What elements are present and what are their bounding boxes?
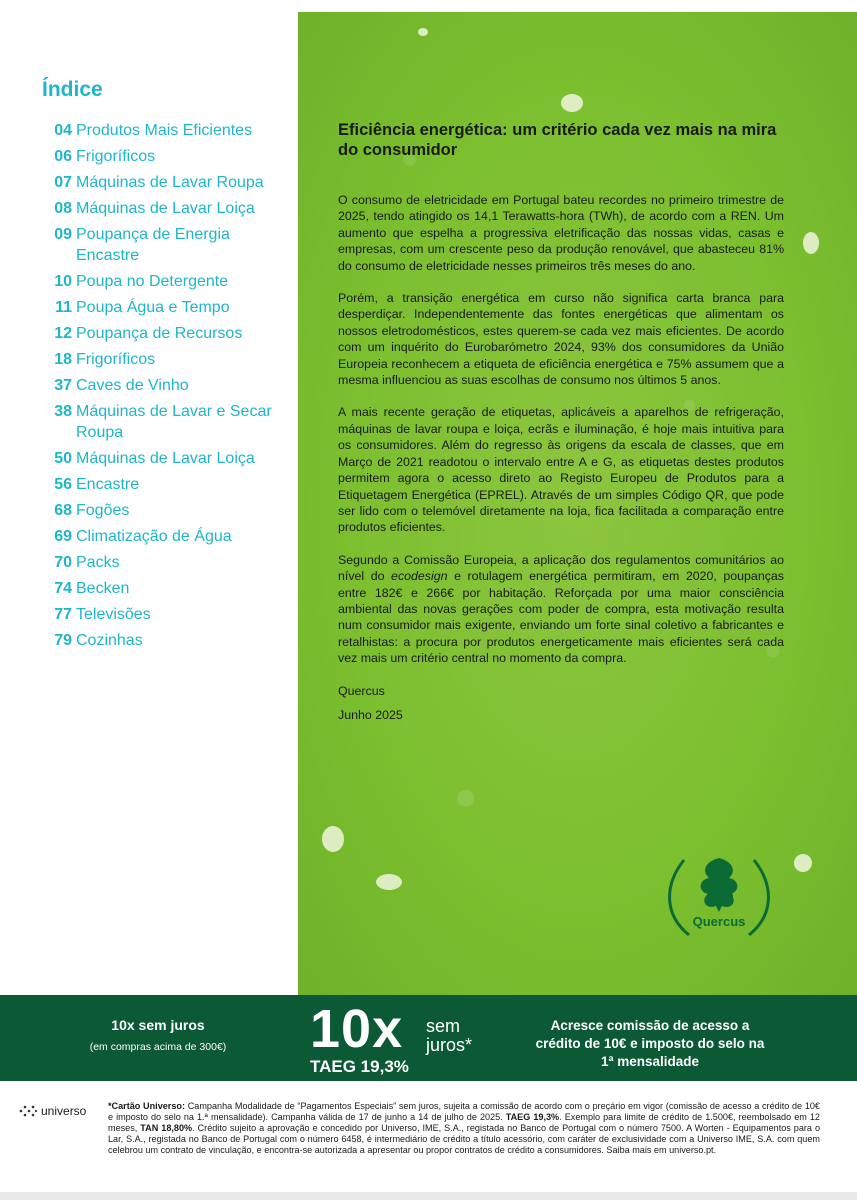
index-page-number: 08	[54, 200, 72, 217]
article-paragraph	[338, 552, 784, 667]
paper-speck	[418, 28, 428, 36]
index-entry-label: Poupança de Energia Encastre	[76, 226, 230, 264]
index-page-number: 12	[54, 325, 72, 342]
article-title: Eficiência energética: um critério cada vez mais na mira do consumidor	[338, 121, 777, 159]
index-entry-label: Máquinas de Lavar Roupa	[76, 174, 264, 191]
fine-text: . Crédito sujeito a aprovação e concedido por Universo, IME, S.A., registada no Banco de Portugal com o número 7500. A Worten - Equipamentos para o Lar, S.A., registada no Banco de Portugal com o número 6458, é intermediário de crédito a título acessório, com caráter de exclusividade com a Universo IME, S.A. com quem celebrou um contrato de vinculação, e encontra-se autorizada a apresentar ou propor contratos de crédito a consumidores. Saiba mais em universo.pt.	[108, 1122, 821, 1155]
legal-fine-print	[108, 1101, 820, 1156]
article-paragraph: A mais recente geração de etiquetas, aplicáveis a aparelhos de refrigeração, máquinas de lavar roupa e loiça, ecrãs e iluminação, é hoje mais intuitiva para os consumidores. Além do regresso às origens da escala de classes, que em Março de 2021 readotou o intervalo entre A e G, as etiquetas destes produtos permitem agora o acesso direto ao Registo Europeu de Produtos para a Etiquetagem Energética (EPREL). Através de um simples Código QR, que pode ser lido com o telemóvel diretamente na loja, fica facilitada a comparação entre produtos eficientes.	[338, 405, 784, 535]
promo-left	[38, 1017, 278, 1053]
article	[338, 120, 784, 731]
index-entry	[42, 120, 292, 141]
footer	[0, 1081, 857, 1200]
index-entry	[42, 375, 292, 396]
index-entry-label: Máquinas de Lavar Loiça	[76, 200, 255, 217]
index-entry	[42, 349, 292, 370]
index-entry	[42, 474, 292, 495]
index-page-number: 70	[54, 554, 72, 571]
paragraph-text: e rotulagem energética permitiram, em 2020, poupanças entre 182€ e 266€ por habitação. Reforçada por uma maior consciência ambiental das novas gerações com poder de compra, esta motivação resulta num consumidor mais exigente, enviando um forte sinal coletivo a fabricantes e retalhistas: a procura por produtos energeticamente mais eficientes será cada vez mais um critério central no momento da compra.	[338, 569, 784, 666]
index-entry	[42, 323, 292, 344]
promo-right: Acresce comissão de acesso a crédito de 10€ e imposto do selo na 1ª mensalidade	[535, 1018, 765, 1069]
index-entry	[42, 271, 292, 292]
index-entry	[42, 198, 292, 219]
index-page-number: 79	[54, 632, 72, 649]
index-page-number: 69	[54, 528, 72, 545]
index-entry-label: Frigoríficos	[76, 148, 156, 165]
fine-text: Campanha Modalidade de “Pagamentos Especiais” sem juros, sujeita a comissão de acordo com o preçário em vigor (comissão de acesso a crédito de 10€ e imposto do selo na 1.ª mensalidade). Campanha válida de 17 de junho a 14 de julho de 2025.	[108, 1101, 820, 1122]
paper-speck	[794, 854, 812, 872]
index-page-number: 07	[54, 174, 72, 191]
article-paragraph: Porém, a transição energética em curso não significa carta branca para desperdiçar. Independentemente das fontes energéticas que alimentam os nossos eletrodomésticos, estes querem-se cada vez mais eficientes. De acordo com um inquérito do Eurobarómetro 2024, 93% dos consumidores da União Europeia reconhecem a etiqueta de eficiência energética e 75% assumem que a mesma influenciou as suas escolhas de consumo nos últimos 5 anos.	[338, 291, 784, 388]
promo-banner	[0, 995, 857, 1081]
index-page-number: 74	[54, 580, 72, 597]
index-entry-label: Packs	[76, 554, 120, 571]
promo-sem: sem	[426, 1016, 461, 1036]
quercus-leaf-icon	[664, 840, 774, 950]
article-panel	[298, 12, 857, 995]
emphasis-text: ecodesign	[391, 569, 448, 584]
article-author: Quercus	[338, 683, 385, 698]
universo-logo	[18, 1104, 86, 1118]
paper-speck	[322, 826, 344, 852]
index-page-number: 37	[54, 377, 72, 394]
fine-text: . Exemplo para limite de crédito de 1.500€, reembolsado em 12 meses,	[108, 1111, 820, 1133]
index-page-number: 50	[54, 450, 72, 467]
index-entry-label: Poupa Água e Tempo	[76, 299, 230, 316]
paragraph-text: Segundo a Comissão Europeia, a aplicação dos regulamentos comunitários ao nível do	[338, 552, 784, 584]
index-entry-label: Encastre	[76, 476, 140, 493]
universo-dots-icon	[18, 1104, 38, 1118]
index-entry-label: Climatização de Água	[76, 528, 232, 545]
index-entry	[42, 297, 292, 318]
promo-left-subtitle: (em compras acima de 300€)	[89, 1041, 227, 1053]
index-entry	[42, 604, 292, 625]
paper-speck	[803, 232, 819, 254]
logo-text: Quercus	[692, 914, 746, 929]
index-page-number: 04	[54, 122, 72, 139]
paper-speck	[376, 874, 402, 890]
index-entry-label: Caves de Vinho	[76, 377, 189, 394]
index-page-number: 38	[54, 403, 72, 420]
index-page-number: 56	[54, 476, 72, 493]
index-entry-label: Becken	[76, 580, 130, 597]
index-page-number: 06	[54, 148, 72, 165]
quercus-logo	[664, 840, 774, 950]
index-entry-label: Cozinhas	[76, 632, 143, 649]
fine-bold: TAEG 19,3%	[505, 1111, 560, 1122]
article-paragraph: O consumo de eletricidade em Portugal bateu recordes no primeiro trimestre de 2025, tendo atingido os 14,1 Terawatts-hora (TWh), de acordo com a REN. Um aumento que espelha a progressiva eletrificação das nossas vidas, casas e empresas, com um crescente peso da produção renovável, que abasteceu 81% do consumo de eletricidade nesses primeiros três meses do ano.	[338, 193, 784, 273]
index-entry-label: Poupa no Detergente	[76, 273, 229, 290]
index-entry-label: Televisões	[76, 606, 151, 623]
index-title: Índice	[42, 78, 103, 101]
index-page-number: 11	[55, 299, 72, 316]
index-entry	[42, 630, 292, 651]
index-entry-label: Produtos Mais Eficientes	[76, 122, 253, 139]
index-page-number: 09	[54, 226, 72, 243]
index-entry	[42, 552, 292, 573]
universo-brand: universo	[41, 1104, 87, 1118]
index-list	[42, 120, 292, 656]
promo-taeg: TAEG 19,3%	[310, 1057, 409, 1076]
index-entry	[42, 172, 292, 193]
promo-offer	[306, 999, 516, 1079]
index-entry	[42, 526, 292, 547]
fine-bold: *Cartão Universo:	[108, 1101, 185, 1111]
index-entry	[42, 578, 292, 599]
promo-left-title: 10x sem juros	[111, 1017, 205, 1033]
index-entry-label: Fogões	[76, 502, 130, 519]
article-date: Junho 2025	[338, 707, 403, 722]
index-entry	[42, 448, 292, 469]
index-entry	[42, 500, 292, 521]
index-entry-label: Máquinas de Lavar Loiça	[76, 450, 255, 467]
paper-speck	[561, 94, 583, 112]
promo-sem-juros	[426, 1017, 472, 1055]
index-entry-label: Máquinas de Lavar e Secar Roupa	[76, 403, 272, 441]
promo-big-10x: 10x	[310, 999, 404, 1059]
index-column	[0, 0, 298, 995]
index-entry	[42, 224, 292, 266]
index-page-number: 18	[54, 351, 72, 368]
index-entry	[42, 146, 292, 167]
index-page-number: 10	[54, 273, 72, 290]
fine-bold: TAN 18,80%	[140, 1122, 193, 1133]
bottom-margin	[0, 1192, 857, 1200]
promo-juros: juros*	[426, 1035, 473, 1055]
index-page-number: 77	[54, 606, 72, 623]
index-entry-label: Frigoríficos	[76, 351, 156, 368]
index-page-number: 68	[54, 502, 72, 519]
index-entry	[42, 401, 292, 443]
index-entry-label: Poupança de Recursos	[76, 325, 243, 342]
